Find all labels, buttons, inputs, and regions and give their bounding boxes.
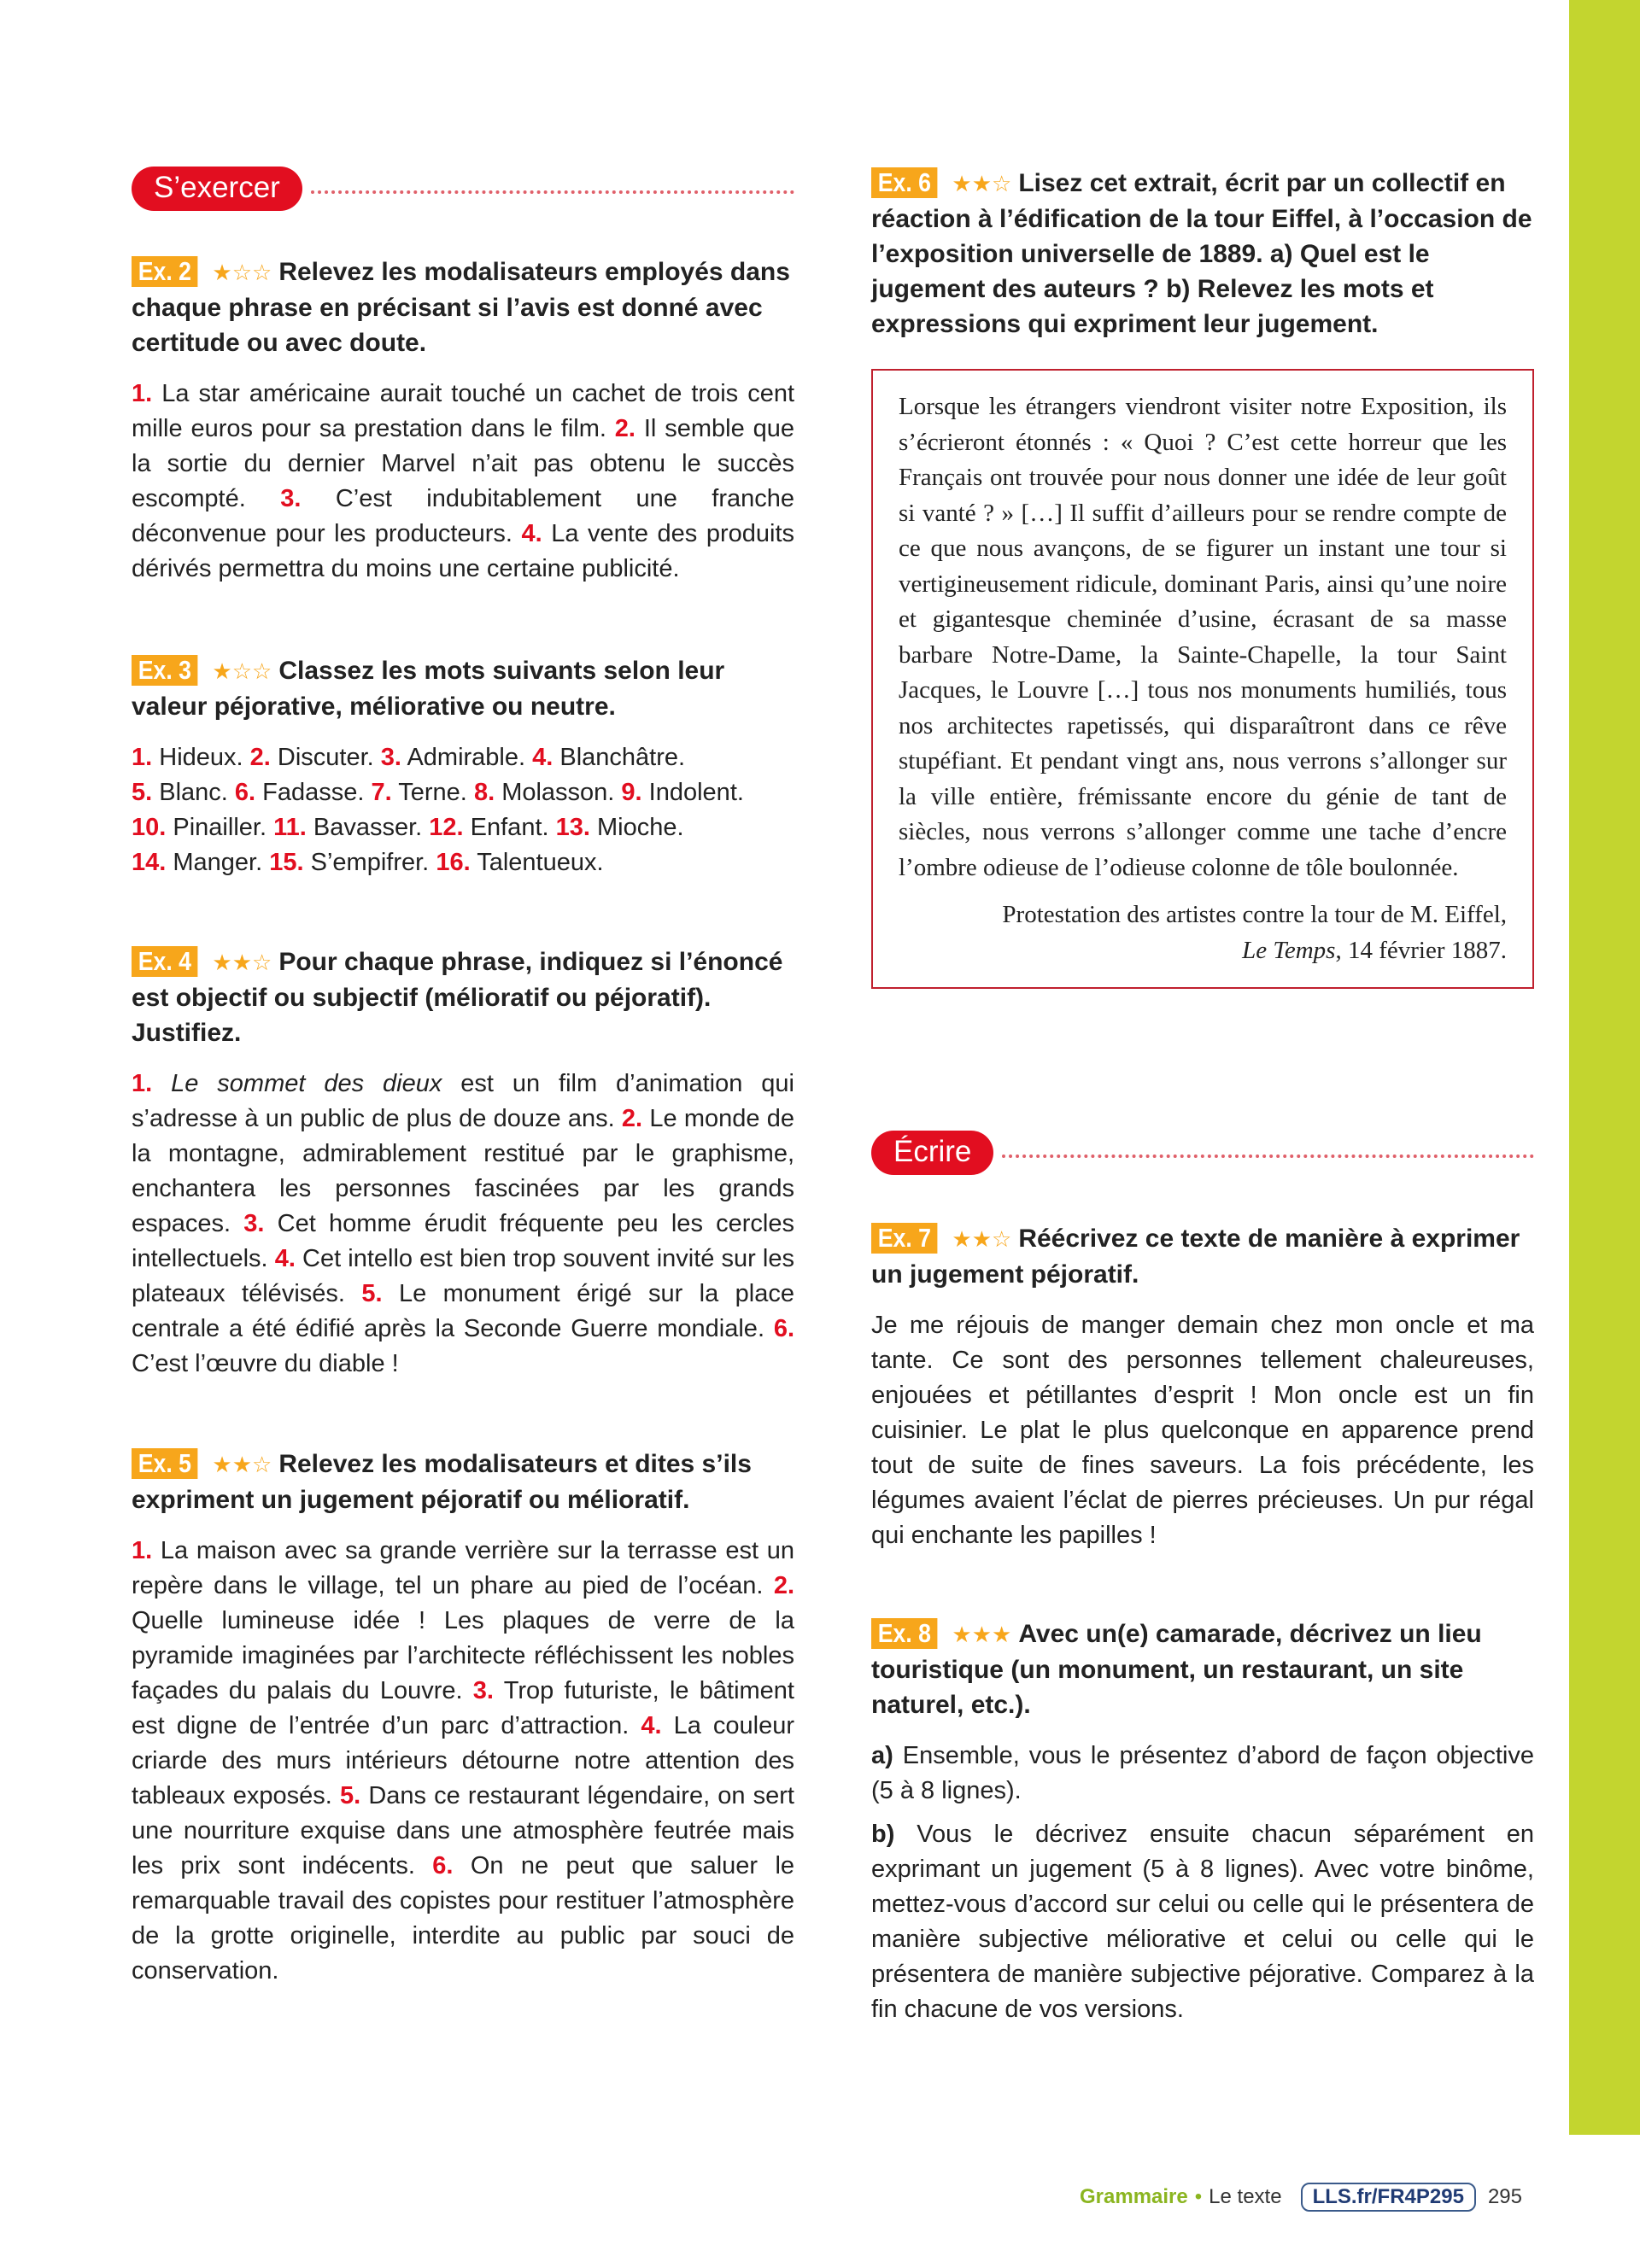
item-number: 1. [132, 744, 153, 771]
exercise-heading [132, 254, 794, 360]
part-b [871, 1817, 1534, 2027]
exercise-instruction: Classez les mots suivants selon leur valeur péjorative, méliorative ou neutre. [132, 657, 725, 721]
item-text: Hideux. [159, 744, 243, 771]
item-number: 3. [280, 485, 302, 512]
item-text: La maison avec sa grande verrière sur la terrasse est un repère dans le village, tel un phare au pied de l’océan. [132, 1537, 794, 1599]
film-title: Le sommet des dieux [171, 1070, 442, 1097]
item-number: 6. [234, 779, 256, 806]
exercise-badge: Ex. 4 [132, 946, 198, 977]
item-number: 2. [621, 1105, 643, 1132]
item-text: Le monument érigé sur la place centrale a été édifié après la Seconde Guerre mondiale. [132, 1280, 794, 1342]
part-label: a) [871, 1742, 893, 1769]
source-date: , 14 février 1887. [1335, 936, 1507, 964]
item-text: La star américaine aurait touché un cachet de trois cent mille euros pour sa prestation dans le film. [132, 380, 795, 442]
difficulty-stars-icon: ★★★ [952, 1622, 1012, 1647]
item-text: Il semble que la sortie du dernier Marvel n’ait pas obtenu le succès escompté. [132, 415, 794, 512]
item-text: La couleur criarde des murs intérieurs détourne notre attention des tableaux exposés. [132, 1712, 794, 1809]
item-text: C’est indubitablement une franche déconvenue pour les producteurs. [132, 485, 794, 547]
item-text: Blanc. [159, 779, 228, 806]
source-line: Protestation des artistes contre la tour de M. Eiffel, [1002, 901, 1507, 928]
exercise-8 [871, 1616, 1534, 2036]
source-journal: Le Temps [1242, 936, 1336, 964]
item-text: Cet homme érudit fréquente peu les cercles intellectuels. [132, 1210, 794, 1272]
item-text: Le monde de la montagne, admirablement restitué par le graphisme, enchantera les personnes fascinées par les grands espaces. [132, 1105, 794, 1237]
difficulty-stars-icon: ★☆☆ [212, 658, 272, 684]
section-heading-sexercer [132, 166, 794, 212]
item-text: Bavasser. [313, 814, 423, 841]
item-text: Mioche. [597, 814, 684, 841]
item-number: 1. [132, 380, 153, 407]
difficulty-stars-icon: ★★☆ [212, 950, 272, 975]
item-number: 4. [532, 744, 554, 771]
item-text: C’est l’œuvre du diable ! [132, 1350, 399, 1377]
item-number: 11. [273, 814, 307, 841]
exercise-2 [132, 254, 794, 587]
dotted-rule [1002, 1154, 1534, 1158]
exercise-badge: Ex. 7 [871, 1223, 938, 1254]
exercise-instruction: Relevez les modalisateurs et dites s’ils expriment un jugement péjoratif ou mélioratif. [132, 1450, 752, 1514]
item-number: 8. [473, 779, 495, 806]
exercise-badge: Ex. 2 [132, 256, 198, 287]
footer-section: Grammaire [1080, 2185, 1188, 2208]
difficulty-stars-icon: ★★☆ [212, 1452, 272, 1477]
part-label: b) [871, 1821, 895, 1848]
item-number: 1. [132, 1537, 153, 1564]
item-text: Molasson. [501, 779, 615, 806]
item-text: Admirable. [407, 744, 526, 771]
part-text: Vous le décrivez ensuite chacun séparément en exprimant un jugement (5 à 8 lignes). Avec votre binôme, mettez-vous d’accord sur celui ou celle qui le présentera de manière subjective méliorative et celui ou celle qui le présentera de manière subjective péjorative. Comparez à la fin chacune de vos versions. [871, 1821, 1535, 2023]
exercise-heading [132, 944, 794, 1050]
item-number: 5. [132, 779, 153, 806]
exercise-badge: Ex. 6 [871, 167, 938, 198]
item-number: 6. [773, 1315, 794, 1342]
difficulty-stars-icon: ★☆☆ [212, 260, 272, 285]
item-number: 5. [361, 1280, 383, 1307]
exercise-text: Je me réjouis de manger demain chez mon oncle et ma tante. Ce sont des personnes tellement chaleureuses, enjouées et pétillantes d’esprit ! Mon oncle est un fin cuisinier. Le plat le plus quelconque en apparence prend tout de suite de fines saveurs. La fois précédente, les légumes avaient l’éclat de pierres précieuses. Un pur régal qui enchante les papilles ! [871, 1312, 1534, 1549]
exercise-body [132, 1067, 794, 1382]
exercise-instruction: Avec un(e) camarade, décrivez un lieu touristique (un monument, un restaurant, un site naturel, etc.). [871, 1620, 1482, 1719]
item-number: 3. [243, 1210, 265, 1237]
exercise-5 [132, 1447, 794, 1989]
item-number: 4. [641, 1712, 662, 1739]
footer-link[interactable]: LLS.fr/FR4P295 [1301, 2183, 1476, 2212]
quote-source [899, 897, 1507, 968]
exercise-instruction: Réécrivez ce texte de manière à exprimer un jugement péjoratif. [871, 1225, 1520, 1289]
item-text: Cet intello est bien trop souvent invité sur les plateaux télévisés. [132, 1245, 794, 1307]
item-number: 5. [340, 1782, 361, 1809]
exercise-3 [132, 653, 794, 880]
exercise-body [871, 1308, 1534, 1553]
item-number: 4. [274, 1245, 296, 1272]
exercise-body [132, 377, 794, 587]
exercise-badge: Ex. 5 [132, 1448, 198, 1479]
footer-topic: Le texte [1209, 2185, 1282, 2208]
item-text: Manger. [173, 849, 263, 876]
item-number: 2. [773, 1572, 794, 1599]
item-number: 14. [132, 849, 167, 876]
exercise-instruction: Lisez cet extrait, écrit par un collectif en réaction à l’édification de la tour Eiffel, à l’occasion de l’exposition universelle de 1889. a) Quel est le jugement des auteurs ? b) Relevez les mots et expressions qui expriment leur jugement. [871, 169, 1532, 338]
quote-excerpt [871, 369, 1534, 989]
item-text: Discuter. [277, 744, 374, 771]
page-number: 295 [1487, 2185, 1522, 2208]
item-number: 7. [371, 779, 392, 806]
item-text: Fadasse. [262, 779, 365, 806]
section-pill: Écrire [871, 1131, 993, 1175]
exercise-heading [871, 1616, 1534, 1722]
item-number: 2. [249, 744, 271, 771]
item-number: 10. [132, 814, 167, 841]
exercise-heading [871, 166, 1534, 342]
item-text: Terne. [398, 779, 467, 806]
difficulty-stars-icon: ★★☆ [952, 1226, 1012, 1252]
section-pill: S’exercer [132, 167, 302, 211]
item-number: 3. [380, 744, 401, 771]
dotted-rule [311, 190, 794, 194]
side-color-bar [1569, 0, 1640, 2135]
item-text: La vente des produits dérivés permettra du moins une certaine publicité. [132, 520, 794, 582]
item-number: 3. [472, 1677, 494, 1704]
item-number: 6. [432, 1852, 454, 1879]
page-footer [1080, 2183, 1522, 2212]
item-text: Enfant. [470, 814, 549, 841]
part-a [871, 1739, 1534, 1809]
item-number: 16. [436, 849, 471, 876]
exercise-heading [132, 653, 794, 724]
item-text: S’empifrer. [310, 849, 430, 876]
item-number: 2. [614, 415, 636, 442]
exercise-badge: Ex. 3 [132, 655, 198, 686]
item-text: Dans ce restaurant légendaire, on sert une nourriture exquise dans une atmosphère feutrée mais les prix sont indécents. [132, 1782, 794, 1879]
exercise-heading [132, 1447, 794, 1517]
exercise-instruction: Pour chaque phrase, indiquez si l’énoncé est objectif ou subjectif (mélioratif ou péjoratif). Justifiez. [132, 948, 783, 1047]
exercise-7 [871, 1221, 1534, 1553]
item-text: Quelle lumineuse idée ! Les plaques de verre de la pyramide imaginées par l’architecte réfléchissent les nobles façades du palais du Louvre. [132, 1607, 794, 1704]
part-text: Ensemble, vous le présentez d’abord de façon objective (5 à 8 lignes). [871, 1742, 1534, 1804]
item-text: est un film d’animation qui s’adresse à un public de plus de douze ans. [132, 1070, 794, 1132]
item-number: 12. [429, 814, 464, 841]
exercise-6 [871, 166, 1534, 342]
exercise-body [871, 1739, 1534, 2027]
item-text: Pinailler. [173, 814, 267, 841]
item-text: On ne peut que saluer le remarquable travail des copistes pour restituer l’atmosphère de la grotte originelle, interdite au public par souci de conservation. [132, 1852, 795, 1984]
exercise-body [132, 1534, 794, 1989]
exercise-instruction: Relevez les modalisateurs employés dans chaque phrase en précisant si l’avis est donné avec certitude ou avec doute. [132, 258, 790, 357]
difficulty-stars-icon: ★★☆ [952, 171, 1012, 196]
item-text: Indolent. [648, 779, 744, 806]
item-number: 15. [269, 849, 304, 876]
exercise-body [132, 740, 794, 880]
exercise-badge: Ex. 8 [871, 1618, 938, 1649]
item-number: 4. [521, 520, 542, 547]
item-number: 9. [621, 779, 642, 806]
exercise-4 [132, 944, 794, 1382]
item-number: 13. [555, 814, 590, 841]
exercise-heading [871, 1221, 1534, 1292]
item-text: Blanchâtre. [559, 744, 686, 771]
footer-separator: • [1194, 2185, 1203, 2208]
item-text: Trop futuriste, le bâtiment est digne de l’entrée d’un parc d’attraction. [132, 1677, 794, 1739]
item-text: Talentueux. [477, 849, 604, 876]
item-number: 1. [132, 1070, 153, 1097]
quote-text: Lorsque les étrangers viendront visiter notre Exposition, ils s’écrieront étonnés : « Quoi ? C’est cette horreur que les Français ont trouvée pour nous donner une idée de leur goût si vanté ? » […] Il suffit d’ailleurs pour se rendre compte de ce que nous avançons, de se figurer un instant une tour si vertigineusement ridicule, dominant Paris, ainsi qu’une noire et gigantesque cheminée d’usine, écrasant de sa masse barbare Notre-Dame, la Sainte-Chapelle, la tour Saint Jacques, le Louvre […] tous nos monuments humiliés, tous nos architectes rapetissés, qui disparaîtront dans ce rêve stupéfiant. Et pendant vingt ans, nous verrons s’allonger sur la ville entière, frémissante encore du génie de tant de siècles, nous verrons s’allonger comme une tache d’encre l’ombre odieuse de l’odieuse colonne de tôle boulonnée. [899, 393, 1507, 881]
section-heading-ecrire [871, 1130, 1534, 1176]
